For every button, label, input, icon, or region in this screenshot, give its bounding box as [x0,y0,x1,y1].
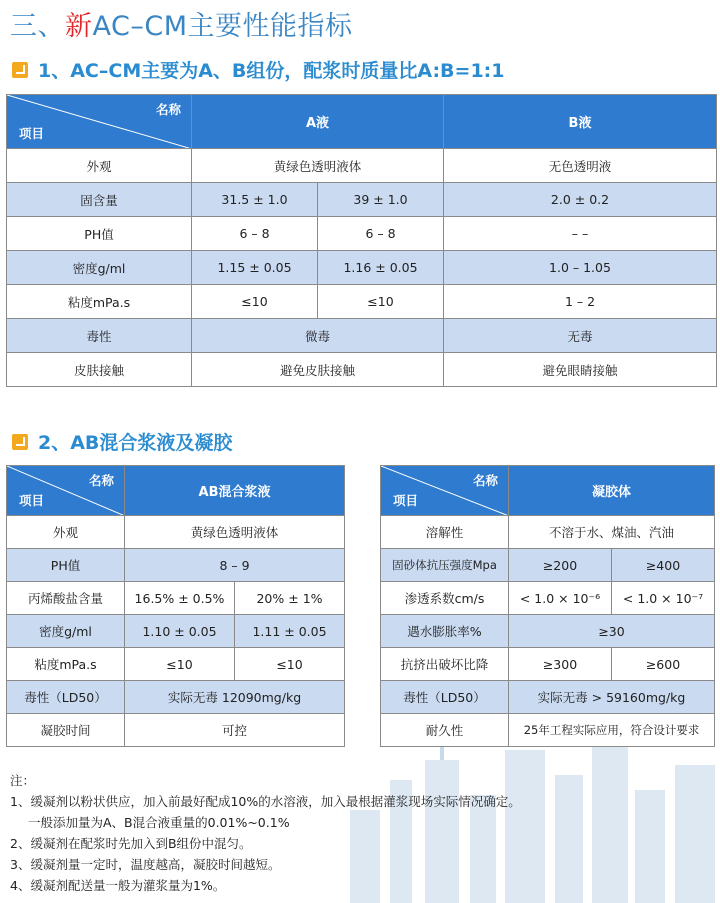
table-cell: 凝胶时间 [7,714,125,747]
table-cell: ≤10 [125,648,235,681]
table-cell: PH值 [7,549,125,582]
table-cell: ≤10 [235,648,345,681]
table-row [381,681,715,714]
table-cell: – – [444,217,717,251]
column-header: AB混合浆液 [125,466,345,516]
label-text: 项目 [393,493,419,508]
table-cell: 39 ± 1.0 [318,183,444,217]
table-row [7,648,345,681]
table-cell: 16.5% ± 0.5% [125,582,235,615]
table-cell: 渗透系数cm/s [381,582,509,615]
table-cell: 31.5 ± 1.0 [192,183,318,217]
diagonal-header-cell [381,466,509,516]
note-line: 4、缓凝剂配送量一般为灌浆量为1%。 [10,878,226,893]
page-title [10,4,353,43]
table-cell: 毒性（LD50） [381,681,509,714]
label-text: 名称 [472,473,498,488]
column-a-header: A液 [192,95,444,149]
table-cell: 20% ± 1% [235,582,345,615]
notes-title: 注： [10,773,36,788]
table-cell: 不溶于水、煤油、汽油 [509,516,715,549]
table-cell: 外观 [7,149,192,183]
table-ab-mix [6,465,345,747]
table-cell: 毒性（LD50） [7,681,125,714]
table-cell: 抗挤出破坏比降 [381,648,509,681]
table-cell: 6 – 8 [318,217,444,251]
note-line: 一般添加量为A、B混合液重量的0.01%~0.1% [28,815,290,830]
table-cell: 粘度mPa.s [7,285,192,319]
note-line: 1、缓凝剂以粉状供应，加入前最好配成10%的水溶液，加入最根据灌浆现场实际情况确定。 [10,794,521,809]
table-cell: 2.0 ± 0.2 [444,183,717,217]
table-row [7,319,717,353]
table-cell: 避免皮肤接触 [192,353,444,387]
table-cell: 微毒 [192,319,444,353]
table-row [381,582,715,615]
table-row [7,353,717,387]
table-cell: 耐久性 [381,714,509,747]
table-row [7,251,717,285]
table-cell: 1.15 ± 0.05 [192,251,318,285]
note-line: 3、缓凝剂量一定时，温度越高，凝胶时间越短。 [10,857,281,872]
table-row [7,582,345,615]
table-row [7,285,717,319]
section-1-heading [12,56,505,83]
table-cell: 溶解性 [381,516,509,549]
note-line: 2、缓凝剂在配浆时先加入到B组份中混匀。 [10,836,252,851]
table-row [7,217,717,251]
table-cell: 皮肤接触 [7,353,192,387]
table-gel [380,465,715,747]
table-cell: ≥200 [509,549,612,582]
table-row [381,714,715,747]
table-row [381,615,715,648]
table-cell: 避免眼睛接触 [444,353,717,387]
table-cell: ≥30 [509,615,715,648]
table-cell: 黄绿色透明液体 [125,516,345,549]
notes-block [10,770,521,896]
table-cell: ≤10 [318,285,444,319]
table-cell: 固含量 [7,183,192,217]
table-cell: 密度g/ml [7,615,125,648]
table-cell: PH值 [7,217,192,251]
table-row [7,615,345,648]
label-text: 2、AB混合浆液及凝胶 [38,432,233,454]
table-row [381,516,715,549]
title-text: 三、 [10,11,65,42]
table-cell: 可控 [125,714,345,747]
column-header: 凝胶体 [509,466,715,516]
table-cell: ≤10 [192,285,318,319]
table-cell: 外观 [7,516,125,549]
table-cell: 1.16 ± 0.05 [318,251,444,285]
table-row [7,149,717,183]
table-cell: 8 – 9 [125,549,345,582]
label-text: 项目 [19,126,45,141]
table-cell: 1.11 ± 0.05 [235,615,345,648]
table-cell: ≥300 [509,648,612,681]
table-row [7,681,345,714]
table-row [7,516,345,549]
label-text: 1、AC–CM主要为A、B组份，配浆时质量比A:B=1:1 [38,60,505,82]
table-header [7,466,345,516]
label-text: 名称 [88,473,114,488]
checkbox-arrow-icon [12,434,28,450]
table-cell: ≥600 [612,648,715,681]
table-cell: 25年工程实际应用，符合设计要求 [509,714,715,747]
table-cell: ≥400 [612,549,715,582]
table-cell: < 1.0 × 10⁻⁷ [612,582,715,615]
table-cell: 无毒 [444,319,717,353]
table-cell: < 1.0 × 10⁻⁶ [509,582,612,615]
table-cell: 粘度mPa.s [7,648,125,681]
table-cell: 1 – 2 [444,285,717,319]
title-text: AC–CM主要性能指标 [92,11,353,42]
section-2-heading [12,428,232,455]
table-cell: 6 – 8 [192,217,318,251]
table-cell: 遇水膨胀率% [381,615,509,648]
table-cell: 实际无毒 12090mg/kg [125,681,345,714]
table-cell: 黄绿色透明液体 [192,149,444,183]
diagonal-header-cell [7,95,192,149]
table-cell: 实际无毒 > 59160mg/kg [509,681,715,714]
table-cell: 1.0 – 1.05 [444,251,717,285]
table-cell: 无色透明液 [444,149,717,183]
title-highlight: 新 [65,11,93,42]
table-cell: 丙烯酸盐含量 [7,582,125,615]
table-header [7,95,717,149]
table-row [381,648,715,681]
table-cell: 毒性 [7,319,192,353]
diagonal-header-cell [7,466,125,516]
table-cell: 1.10 ± 0.05 [125,615,235,648]
table-ac-cm [6,94,717,387]
table-header [381,466,715,516]
column-b-header: B液 [444,95,717,149]
table-row [7,714,345,747]
table-row [7,549,345,582]
table-cell: 固砂体抗压强度Mpa [381,549,509,582]
table-cell: 密度g/ml [7,251,192,285]
table-row [381,549,715,582]
checkbox-arrow-icon [12,62,28,78]
table-row [7,183,717,217]
label-text: 项目 [19,493,45,508]
label-text: 名称 [155,102,181,117]
